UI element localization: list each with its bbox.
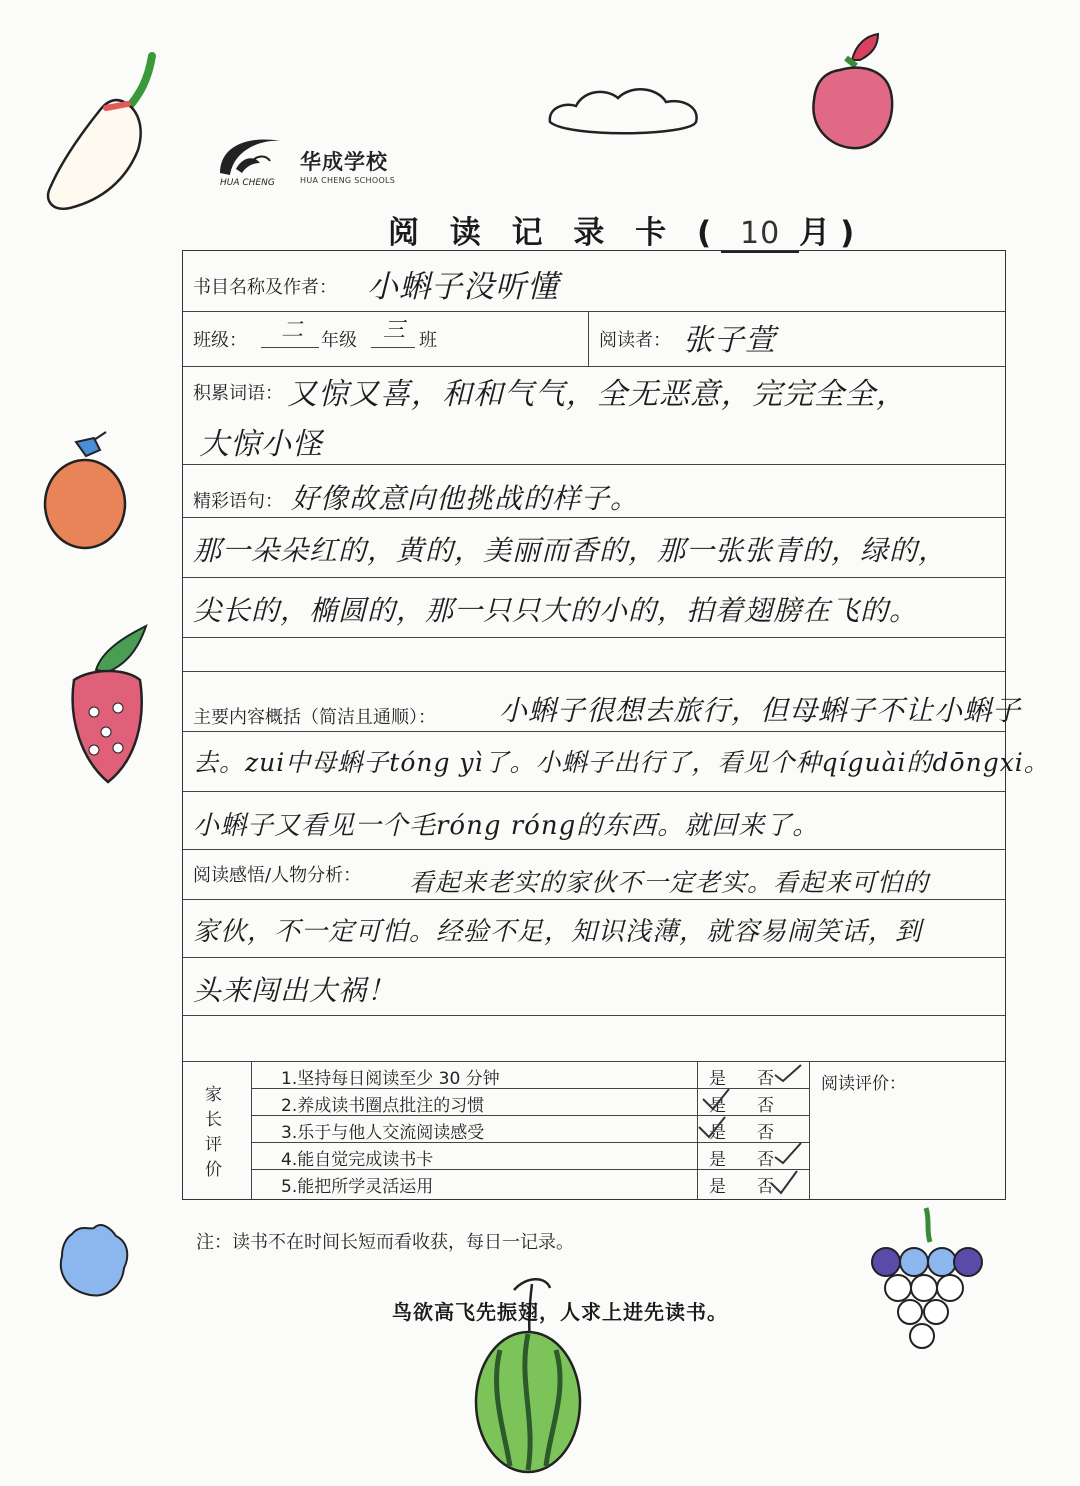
checkmark-icon — [701, 1087, 731, 1115]
reflection-label: 阅读感悟/人物分析： — [193, 865, 362, 886]
grapes-drawing — [860, 1200, 990, 1360]
school-logo — [212, 133, 412, 193]
sentences-line-2: 那一朵朵红的，黄的，美丽而香的，那一张张青的，绿的， — [193, 534, 948, 567]
parent-eval-table — [183, 1061, 1005, 1199]
school-name-en: HUA CHENG SCHOOLS — [300, 176, 396, 185]
eval-yes-5[interactable]: 是 — [709, 1177, 726, 1197]
orange-drawing — [36, 430, 136, 555]
cloud-drawing — [540, 80, 710, 155]
strawberry-drawing — [56, 620, 156, 790]
parent-eval-side-label: 家 长 评 价 — [205, 1085, 222, 1180]
reader-label: 阅读者： — [599, 330, 671, 351]
checkmark-icon — [773, 1141, 803, 1169]
summary-label: 主要内容概括（简洁且通顺）： — [193, 707, 436, 728]
eval-item-3: 3.乐于与他人交流阅读感受 — [281, 1123, 485, 1143]
checkmark-icon — [769, 1167, 799, 1197]
reading-record-card — [182, 250, 1050, 1200]
class-unit-label: 班 — [419, 330, 437, 351]
logo-mark-text: HUA CHENG — [220, 178, 275, 188]
eval-no-1[interactable]: 否 — [757, 1069, 774, 1089]
title-suffix: 月) — [799, 215, 865, 251]
sentences-line-1: 好像故意向他挑战的样子。 — [291, 482, 640, 515]
eval-no-3[interactable]: 否 — [757, 1123, 774, 1143]
swan-logo-icon — [212, 133, 298, 183]
blueberry-drawing — [50, 1216, 140, 1306]
title-prefix: 阅 读 记 录 卡 ( — [388, 215, 722, 251]
apple-drawing — [800, 30, 910, 160]
checkmark-icon — [773, 1061, 803, 1087]
reflection-line-1: 看起来老实的家伙不一定老实。看起来可怕的 — [409, 868, 930, 897]
eval-yes-3[interactable]: 是 — [709, 1123, 726, 1143]
reflection-line-3: 头来闯出大祸！ — [193, 974, 397, 1007]
footer-note: 注：读书不在时间长短而看收获，每日一记录。 — [196, 1232, 574, 1253]
eval-item-2: 2.养成读书圈点批注的习惯 — [281, 1096, 485, 1116]
class-value: 三 — [383, 318, 407, 343]
grade-label: 年级 — [321, 330, 357, 351]
eval-yes-2[interactable]: 是 — [709, 1096, 726, 1116]
sentences-line-3: 尖长的，椭圆的，那一只只大的小的，拍着翅膀在飞的。 — [193, 594, 919, 627]
book-label: 书目名称及作者： — [193, 277, 337, 298]
school-name: 华成学校 — [300, 150, 388, 174]
eval-no-5[interactable]: 否 — [757, 1177, 774, 1197]
summary-line-2: 去。zui中母蝌子tóng yì了。小蝌子出行了，看见个种qíguài的dōngxi。 — [193, 748, 1050, 777]
reflection-line-2: 家伙，不一定可怕。经验不足，知识浅薄，就容易闹笑话，到 — [193, 917, 923, 947]
eval-no-2[interactable]: 否 — [757, 1096, 774, 1116]
page-title — [388, 207, 864, 253]
eval-item-4: 4.能自觉完成读书卡 — [281, 1150, 434, 1170]
summary-line-3: 小蝌子又看见一个毛róng róng的东西。就回来了。 — [193, 811, 820, 841]
reader-name: 张子萱 — [683, 323, 776, 358]
eval-yes-4[interactable]: 是 — [709, 1150, 726, 1170]
eval-no-4[interactable]: 否 — [757, 1150, 774, 1170]
eval-item-1: 1.坚持每日阅读至少 30 分钟 — [281, 1069, 500, 1089]
grade-value: 二 — [281, 318, 305, 343]
vocab-line-2: 大惊小怪 — [199, 427, 323, 462]
class-label: 班级： — [193, 330, 247, 351]
radish-drawing — [40, 50, 170, 220]
motto: 鸟欲高飞先振翅，人求上进先读书。 — [392, 1300, 728, 1324]
eval-item-5: 5.能把所学灵活运用 — [281, 1177, 434, 1197]
summary-line-1: 小蝌子很想去旅行，但母蝌子不让小蝌子 — [499, 694, 1022, 727]
checkmark-icon — [697, 1115, 727, 1143]
book-title: 小蝌子没听懂 — [367, 269, 559, 305]
rating-label: 阅读评价： — [821, 1074, 906, 1094]
title-month: 10 — [721, 216, 799, 253]
vocab-line-1: 又惊又喜，和和气气，全无恶意，完完全全， — [287, 377, 907, 412]
sentences-label: 精彩语句： — [193, 491, 283, 512]
vocab-label: 积累词语： — [193, 383, 283, 404]
eval-yes-1[interactable]: 是 — [709, 1069, 726, 1089]
